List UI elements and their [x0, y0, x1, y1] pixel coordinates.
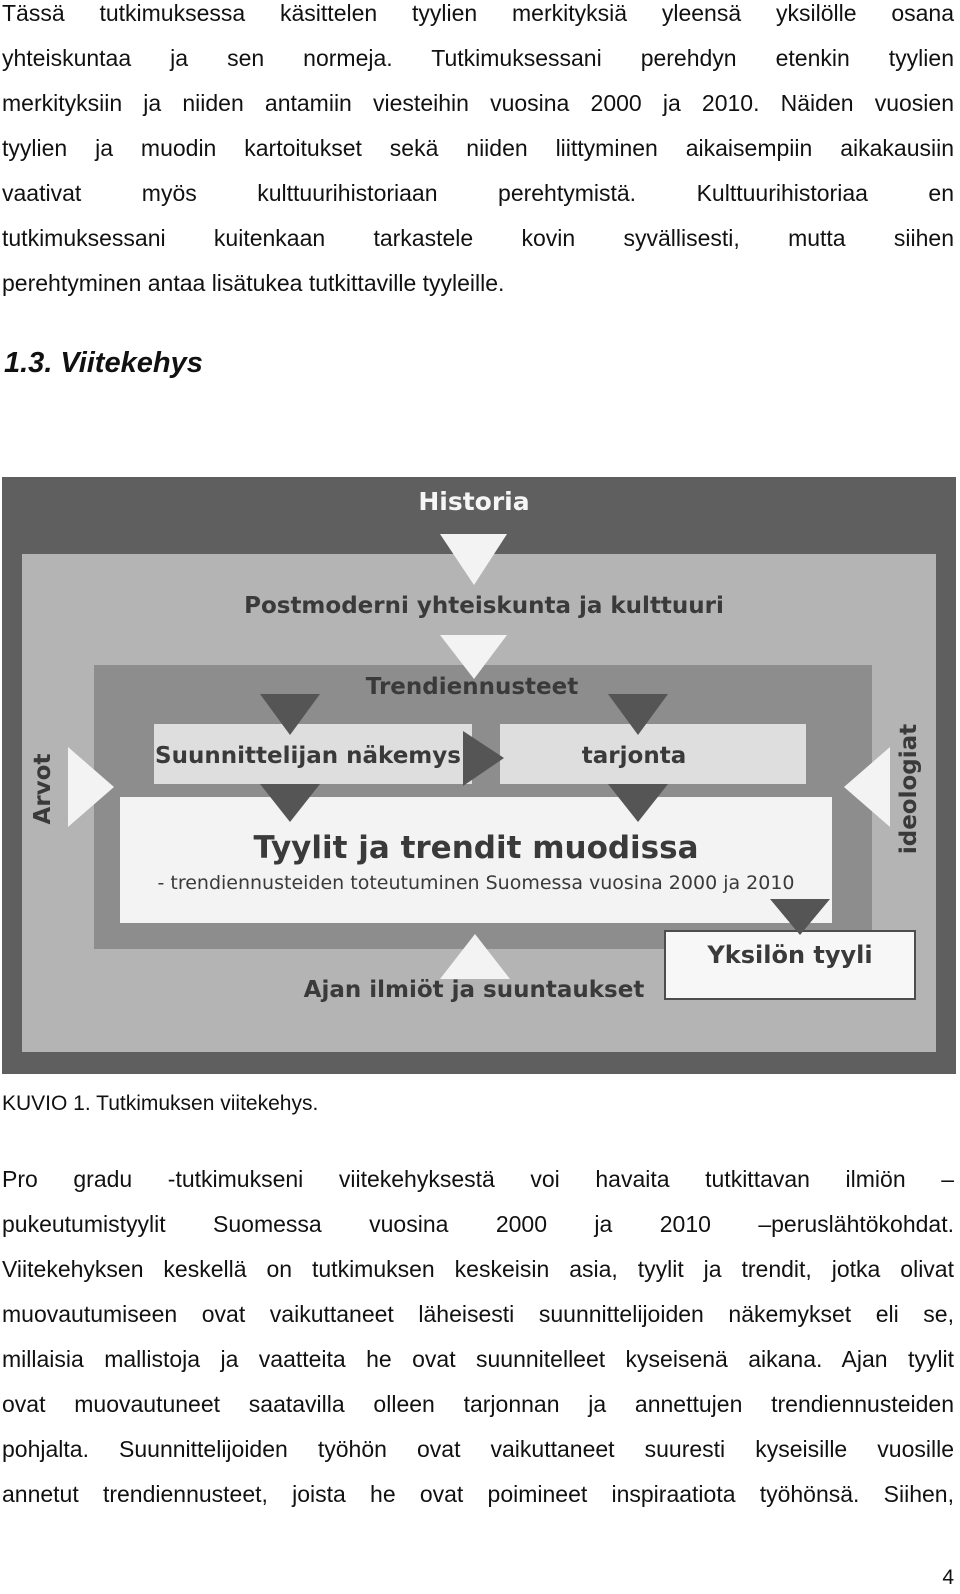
- intro-paragraph: [2, 0, 954, 306]
- designer-label: Suunnittelijan näkemys: [155, 743, 461, 769]
- text-line: ovat muovautuneet saatavilla olleen tarjonnan ja annettujen trendiennusteiden: [2, 1391, 954, 1417]
- arvot-label: Arvot: [30, 753, 56, 825]
- text-line: pohjalta. Suunnittelijoiden työhön ovat vaikuttaneet suuresti kyseisille vuosille: [2, 1436, 954, 1462]
- figure-caption: KUVIO 1. Tutkimuksen viitekehys.: [2, 1092, 319, 1115]
- text-line: Pro gradu -tutkimukseni viitekehyksestä voi havaita tutkittavan ilmiön –: [2, 1166, 954, 1192]
- text-line: yhteiskuntaa ja sen normeja. Tutkimuksessani perehdyn etenkin tyylien: [2, 45, 954, 71]
- text-line: millaisia mallistoja ja vaatteita he ovat suunnitelleet kyseisenä aikana. Ajan tyylit: [2, 1346, 954, 1372]
- trend-label: Trendiennusteet: [365, 674, 579, 700]
- historia-label: Historia: [418, 487, 530, 516]
- text-line: Tässä tutkimuksessa käsittelen tyylien merkityksiä yleensä yksilölle osana: [2, 0, 954, 26]
- text-line: vaativat myös kulttuurihistoriaan perehtymistä. Kulttuurihistoriaa en: [2, 180, 954, 206]
- individual-label: Yksilön tyyli: [707, 941, 873, 969]
- framework-paragraph: [2, 1157, 954, 1517]
- text-line: annetut trendiennusteet, joista he ovat poimineet inspiraatiota työhönsä. Siihen,: [2, 1481, 954, 1507]
- text-line: Viitekehyksen keskellä on tutkimuksen keskeisin asia, tyylit ja trendit, jotka olivat: [2, 1256, 954, 1282]
- text-line: tutkimuksessani kuitenkaan tarkastele kovin syvällisesti, mutta siihen: [2, 225, 954, 251]
- text-line: merkityksiin ja niiden antamiin viesteihin vuosina 2000 ja 2010. Näiden vuosien: [2, 90, 954, 116]
- phenomena-label: Ajan ilmiöt ja suuntaukset: [303, 977, 645, 1003]
- framework-diagram: [2, 477, 956, 1074]
- section-heading: 1.3. Viitekehys: [4, 347, 203, 379]
- text-line: muovautumiseen ovat vaikuttaneet läheisesti suunnittelijoiden näkemykset eli se,: [2, 1301, 954, 1327]
- center-title: Tyylit ja trendit muodissa: [253, 830, 699, 866]
- ideologiat-label: ideologiat: [896, 723, 922, 855]
- society-label: Postmoderni yhteiskunta ja kulttuuri: [244, 593, 724, 619]
- text-line: pukeutumistyylit Suomessa vuosina 2000 ja 2010 –peruslähtökohdat.: [2, 1211, 954, 1237]
- center-subtitle: - trendiennusteiden toteutuminen Suomessa vuosina 2000 ja 2010: [157, 872, 795, 894]
- text-line: perehtyminen antaa lisätukea tutkittaville tyyleille.: [2, 270, 505, 296]
- framework-figure: [2, 477, 956, 1074]
- page-number: 4: [942, 1566, 954, 1589]
- supply-label: tarjonta: [581, 743, 687, 769]
- text-line: tyylien ja muodin kartoitukset sekä niiden liittyminen aikaisempiin aikakausiin: [2, 135, 954, 161]
